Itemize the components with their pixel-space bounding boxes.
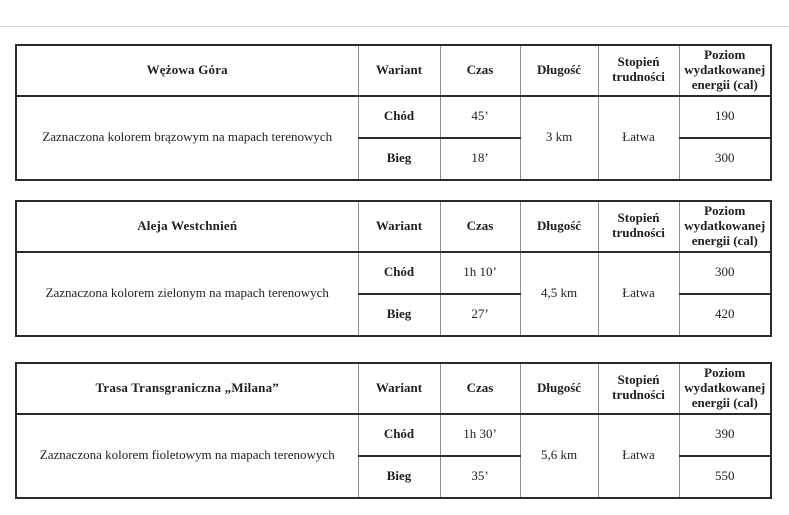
run-energy-value: 550 (679, 456, 771, 498)
col-header-poziom-energii: Poziom wydatkowanej energii (cal) (679, 201, 771, 252)
col-header-dlugosc: Długość (520, 45, 598, 96)
col-header-stopien-trudnosci: Stopień trudności (598, 201, 679, 252)
distance-value: 3 km (520, 96, 598, 180)
col-header-dlugosc: Długość (520, 201, 598, 252)
walk-time-value: 1h 10’ (440, 252, 520, 294)
variant-walk-label: Chód (358, 252, 440, 294)
col-header-czas: Czas (440, 363, 520, 414)
run-time-value: 18’ (440, 138, 520, 180)
walk-energy-value: 300 (679, 252, 771, 294)
route-name: Wężowa Góra (16, 45, 358, 96)
walk-time-value: 45’ (440, 96, 520, 138)
variant-run-label: Bieg (358, 294, 440, 336)
route-description: Zaznaczona kolorem zielonym na mapach terenowych (16, 252, 358, 336)
run-energy-value: 300 (679, 138, 771, 180)
run-time-value: 35’ (440, 456, 520, 498)
col-header-stopien-trudnosci: Stopień trudności (598, 363, 679, 414)
walk-time-value: 1h 30’ (440, 414, 520, 456)
distance-value: 4,5 km (520, 252, 598, 336)
route-name: Trasa Transgraniczna „Milana” (16, 363, 358, 414)
route-description: Zaznaczona kolorem fioletowym na mapach terenowych (16, 414, 358, 498)
route-table-aleja-westchnien (15, 200, 772, 337)
route-table-wezowa-gora (15, 44, 772, 181)
col-header-dlugosc: Długość (520, 363, 598, 414)
walk-energy-value: 190 (679, 96, 771, 138)
walk-energy-value: 390 (679, 414, 771, 456)
col-header-czas: Czas (440, 201, 520, 252)
route-table-trasa-transgraniczna-milana (15, 362, 772, 499)
route-description: Zaznaczona kolorem brązowym na mapach terenowych (16, 96, 358, 180)
variant-walk-label: Chód (358, 96, 440, 138)
col-header-poziom-energii: Poziom wydatkowanej energii (cal) (679, 45, 771, 96)
col-header-wariant: Wariant (358, 45, 440, 96)
distance-value: 5,6 km (520, 414, 598, 498)
col-header-poziom-energii: Poziom wydatkowanej energii (cal) (679, 363, 771, 414)
difficulty-value: Łatwa (598, 414, 679, 498)
page-top-rule (0, 26, 789, 27)
variant-walk-label: Chód (358, 414, 440, 456)
variant-run-label: Bieg (358, 138, 440, 180)
run-energy-value: 420 (679, 294, 771, 336)
variant-run-label: Bieg (358, 456, 440, 498)
difficulty-value: Łatwa (598, 252, 679, 336)
difficulty-value: Łatwa (598, 96, 679, 180)
run-time-value: 27’ (440, 294, 520, 336)
route-name: Aleja Westchnień (16, 201, 358, 252)
col-header-czas: Czas (440, 45, 520, 96)
col-header-wariant: Wariant (358, 201, 440, 252)
col-header-stopien-trudnosci: Stopień trudności (598, 45, 679, 96)
col-header-wariant: Wariant (358, 363, 440, 414)
